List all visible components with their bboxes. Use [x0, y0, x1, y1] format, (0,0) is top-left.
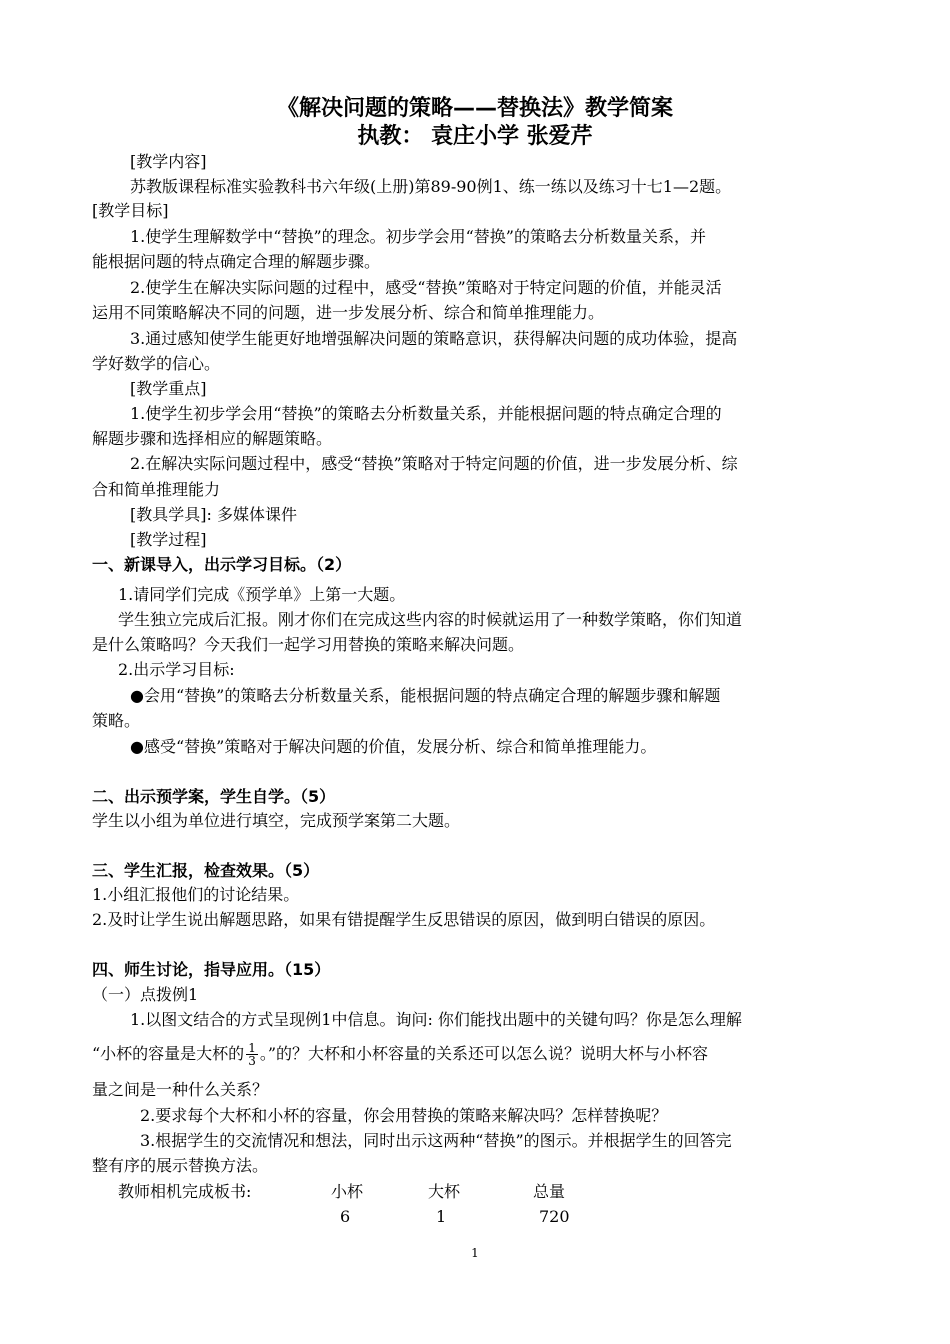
paragraph-line: 学生独立完成后汇报。刚才你们在完成这些内容的时候就运用了一种数学策略，你们知道 — [118, 610, 743, 629]
section-heading-1: 一、新课导入，出示学习目标。（2） — [92, 555, 352, 574]
fraction-one-third — [246, 1042, 258, 1067]
board-value-large-cup: 1 — [436, 1207, 447, 1226]
paragraph-line: 2.出示学习目标: — [118, 660, 235, 679]
board-label: 教师相机完成板书: — [118, 1182, 252, 1201]
paragraph-line: 解题步骤和选择相应的解题策略。 — [92, 429, 333, 448]
section-label-content: [教学内容] — [130, 152, 207, 171]
paragraph-line: 合和简单推理能力 — [92, 480, 221, 499]
fraction-numerator: 1 — [248, 1041, 256, 1055]
paragraph-line-with-fraction — [92, 1042, 708, 1067]
board-value-small-cup: 6 — [340, 1207, 351, 1226]
board-header-large-cup: 大杯 — [428, 1182, 461, 1201]
bullet-item: ●会用“替换”的策略去分析数量关系，能根据问题的特点确定合理的解题步骤和解题 — [130, 686, 721, 705]
section-label-goals: [教学目标] — [92, 201, 169, 220]
subsection-heading: （一）点拨例1 — [92, 985, 199, 1004]
paragraph-line: 量之间是一种什么关系？ — [92, 1080, 269, 1099]
paragraph-line: 是什么策略吗？今天我们一起学习用替换的策略来解决问题。 — [92, 635, 525, 654]
paragraph-line: 运用不同策略解决不同的问题，进一步发展分析、综合和简单推理能力。 — [92, 303, 605, 322]
paragraph-line: 2.使学生在解决实际问题的过程中，感受“替换”策略对于特定问题的价值，并能灵活 — [130, 278, 722, 297]
fraction-trail-text: 。”的？大杯和小杯容量的关系还可以怎么说？说明大杯与小杯容 — [259, 1044, 709, 1063]
bullet-item: ●感受“替换”策略对于解决问题的价值，发展分析、综合和简单推理能力。 — [130, 737, 657, 756]
paragraph-line: 学好数学的信心。 — [92, 354, 221, 373]
paragraph-line: 1.使学生初步学会用“替换”的策略去分析数量关系，并能根据问题的特点确定合理的 — [130, 404, 722, 423]
paragraph-line: 1.小组汇报他们的讨论结果。 — [92, 885, 300, 904]
paragraph-line: 1.使学生理解数学中“替换”的理念。初步学会用“替换”的策略去分析数量关系，并 — [130, 227, 706, 246]
paragraph-line: 1.请同学们完成《预学单》上第一大题。 — [118, 585, 406, 604]
document-subtitle: 执教： 袁庄小学 张爱芹 — [357, 124, 593, 149]
document-title: 《解决问题的策略——替换法》教学简案 — [276, 96, 673, 121]
paragraph-line: 整有序的展示替换方法。 — [92, 1156, 269, 1175]
paragraph-line: 策略。 — [92, 711, 141, 730]
board-value-total: 720 — [539, 1207, 570, 1226]
section-heading-2: 二、出示预学案，学生自学。（5） — [92, 787, 336, 806]
board-header-small-cup: 小杯 — [331, 1182, 364, 1201]
paragraph-line: 学生以小组为单位进行填空，完成预学案第二大题。 — [92, 811, 461, 830]
paragraph-line: 1.以图文结合的方式呈现例1中信息。询问: 你们能找出题中的关键句吗？你是怎么理解 — [130, 1010, 742, 1029]
paragraph-line: 2.要求每个大杯和小杯的容量，你会用替换的策略来解决吗？怎样替换呢？ — [140, 1106, 668, 1125]
paragraph-line: 2.在解决实际问题过程中，感受“替换”策略对于特定问题的价值，进一步发展分析、综 — [130, 454, 738, 473]
paragraph-line: 3.通过感知使学生能更好地增强解决问题的策略意识，获得解决问题的成功体验，提高 — [130, 329, 738, 348]
section-label-key-points: [教学重点] — [130, 379, 207, 398]
paragraph-line: 苏教版课程标准实验教科书六年级(上册)第89-90例1、练一练以及练习十七1—2题。 — [130, 177, 732, 196]
section-label-materials: [教具学具]: 多媒体课件 — [130, 505, 297, 524]
fraction-lead-text: “小杯的容量是大杯的 — [92, 1044, 245, 1063]
paragraph-line: 2.及时让学生说出解题思路，如果有错提醒学生反思错误的原因，做到明白错误的原因。 — [92, 910, 716, 929]
fraction-denominator: 3 — [248, 1054, 256, 1068]
section-label-process: [教学过程] — [130, 530, 207, 549]
section-heading-3: 三、学生汇报，检查效果。（5） — [92, 861, 320, 880]
page-number: 1 — [471, 1246, 479, 1260]
section-heading-4: 四、师生讨论，指导应用。（15） — [92, 960, 331, 979]
paragraph-line: 能根据问题的特点确定合理的解题步骤。 — [92, 252, 381, 271]
board-header-total: 总量 — [533, 1182, 566, 1201]
paragraph-line: 3.根据学生的交流情况和想法，同时出示这两种“替换”的图示。并根据学生的回答完 — [140, 1131, 732, 1150]
